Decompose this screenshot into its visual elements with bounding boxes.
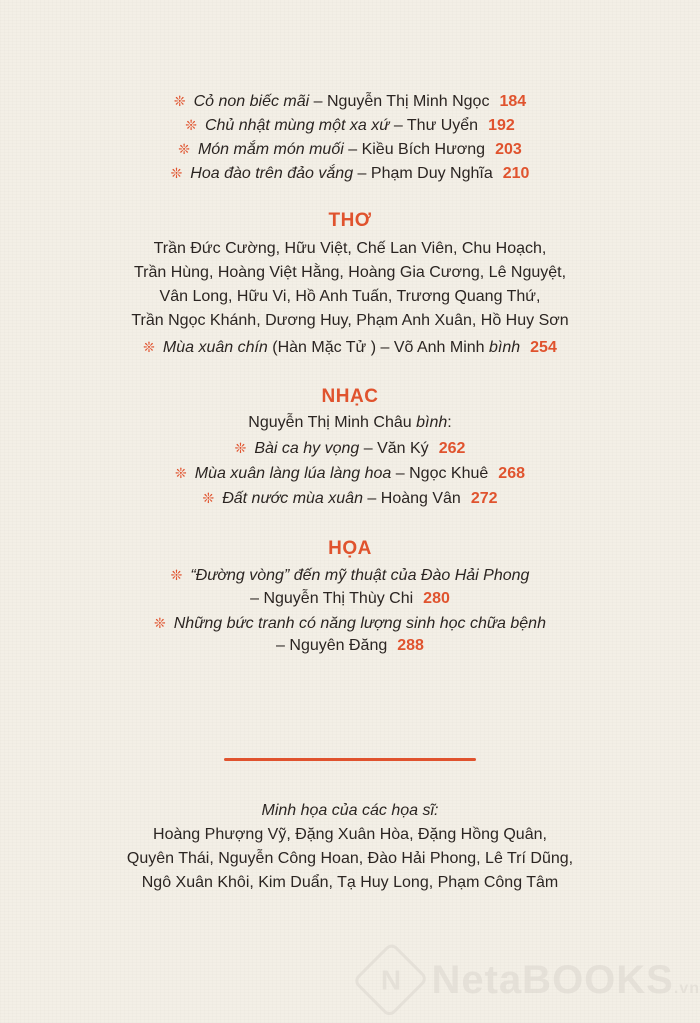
page-number: 288	[397, 637, 424, 654]
star-icon: ❊	[178, 141, 190, 157]
toc-entry: ❊ Mùa xuân chín (Hàn Mặc Tử ) – Võ Anh Minh bình 254	[143, 339, 557, 356]
star-icon: ❊	[154, 615, 166, 631]
illustrators-line: Ngô Xuân Khôi, Kim Duẩn, Tạ Huy Long, Phạm Công Tâm	[141, 874, 559, 891]
toc-entry: ❊ Cỏ non biếc mãi – Nguyễn Thị Minh Ngọc 184	[173, 93, 527, 110]
section-heading-tho: THƠ	[328, 210, 372, 231]
page-number: 210	[502, 165, 530, 182]
toc-entry-continuation: – Nguyễn Thị Thùy Chi 280	[250, 590, 450, 607]
toc-entry: ❊ “Đường vòng” đến mỹ thuật của Đào Hải Phong	[170, 567, 530, 584]
toc-entry: ❊ Món mắm món muối – Kiều Bích Hương 203	[178, 141, 522, 158]
page-number: 272	[470, 490, 498, 507]
star-icon: ❊	[202, 490, 215, 506]
toc-entry: ❊ Mùa xuân làng lúa làng hoa – Ngọc Khuê 268	[175, 465, 525, 482]
poets-line: Trần Hùng, Hoàng Việt Hằng, Hoàng Gia Cương, Lê Nguyệt,	[133, 264, 567, 281]
watermark	[364, 950, 700, 1010]
toc-entry: ❊ Bài ca hy vọng – Văn Ký 262	[234, 440, 466, 457]
page-number: 268	[498, 465, 525, 482]
section-heading-nhac: NHẠC	[321, 386, 379, 407]
illustrators-label: Minh họa của các họa sĩ:	[261, 802, 439, 819]
illustrators-line: Quyên Thái, Nguyễn Công Hoan, Đào Hải Phong, Lê Trí Dũng,	[126, 850, 574, 867]
illustrators-line: Hoàng Phượng Vỹ, Đặng Xuân Hòa, Đặng Hồng Quân,	[153, 826, 547, 843]
poets-line: Trần Ngọc Khánh, Dương Huy, Phạm Anh Xuân, Hồ Huy Sơn	[131, 312, 569, 329]
poets-line: Vân Long, Hữu Vi, Hồ Anh Tuấn, Trương Quang Thứ,	[159, 288, 541, 305]
poets-line: Trần Đức Cường, Hữu Việt, Chế Lan Viên, Chu Hoạch,	[153, 240, 547, 257]
star-icon: ❊	[170, 567, 183, 583]
nhac-intro: Nguyễn Thị Minh Châu bình:	[248, 414, 452, 431]
star-icon: ❊	[234, 440, 247, 456]
page-number: 254	[530, 339, 557, 356]
section-heading-hoa: HỌA	[328, 538, 372, 559]
watermark-suffix: .vn	[673, 979, 700, 997]
toc-entry-continuation: – Nguyên Đăng 288	[276, 637, 424, 654]
star-icon: ❊	[185, 117, 197, 133]
page-number: 184	[499, 93, 527, 110]
page-number: 203	[495, 141, 522, 158]
star-icon: ❊	[173, 93, 186, 109]
star-icon: ❊	[170, 165, 183, 181]
page-number: 280	[423, 590, 450, 607]
toc-entry: ❊ Những bức tranh có năng lượng sinh học chữa bệnh	[154, 615, 546, 632]
toc-entry: ❊ Đất nước mùa xuân – Hoàng Vân 272	[202, 490, 498, 507]
star-icon: ❊	[175, 465, 187, 481]
page-number: 192	[488, 117, 515, 134]
page-number: 262	[438, 440, 466, 457]
divider-rule	[224, 758, 476, 761]
star-icon: ❊	[143, 339, 155, 355]
watermark-text: NetaBOOKS	[431, 957, 674, 1002]
toc-entry: ❊ Hoa đào trên đảo vắng – Phạm Duy Nghĩa 210	[170, 165, 530, 182]
watermark-logo-icon: N	[352, 941, 429, 1018]
toc-entry: ❊ Chủ nhật mùng một xa xứ – Thư Uyển 192	[185, 117, 515, 134]
